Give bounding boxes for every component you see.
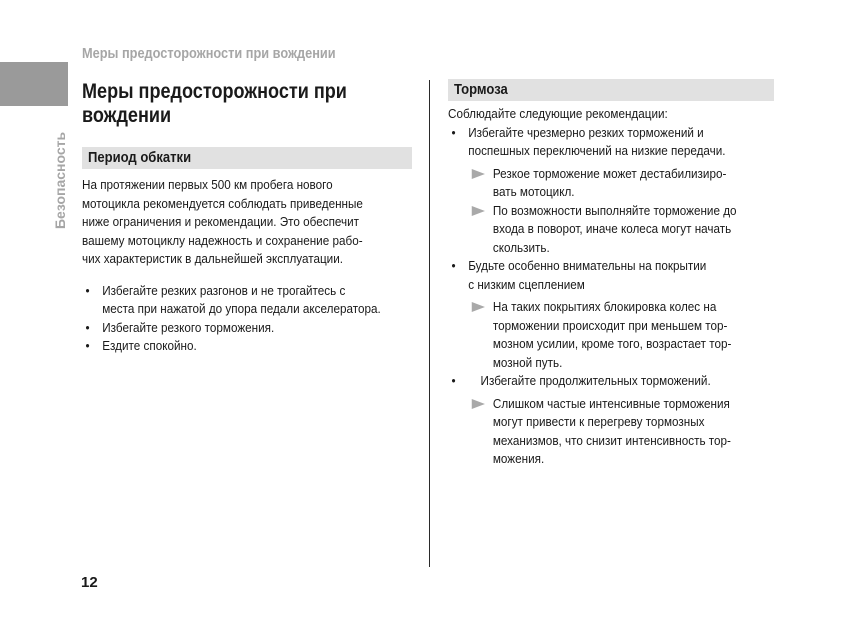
page-title-text: Меры предосторожности при вождении bbox=[82, 80, 347, 127]
arrow-icon bbox=[472, 206, 485, 216]
note-item: По возможности выполняйте торможение до входа в поворот, иначе колеса могут начать скользить. bbox=[448, 202, 778, 258]
note-item: На таких покрытиях блокировка колес на торможении происходит при меньшем тор- мозном усилии, кроме того, возрастает тор- мозной путь. bbox=[448, 298, 778, 372]
arrow-icon bbox=[472, 169, 485, 179]
break-in-list bbox=[82, 282, 412, 356]
brakes-intro: Соблюдайте следующие рекомендации: bbox=[448, 106, 668, 121]
break-in-body bbox=[82, 176, 412, 356]
brakes-body bbox=[448, 105, 778, 469]
list-item: • Ездите спокойно. bbox=[82, 337, 412, 356]
list-item: • Будьте особенно внимательны на покрытии с низким сцеплением bbox=[448, 257, 778, 294]
column-divider bbox=[429, 80, 430, 567]
list-item: • Избегайте чрезмерно резких торможений и поспешных переключений на низкие передачи. bbox=[448, 124, 778, 161]
break-in-intro: На протяжении первых 500 км пробега нового мотоцикла рекомендуется соблюдать приведенные ниже ограничения и рекомендации. Это обеспечит вашему мотоциклу надежность и сохранение рабо- чих характеристик в дальнейшей эксплуатации. bbox=[82, 177, 363, 266]
right-column bbox=[448, 79, 778, 469]
page-title bbox=[82, 80, 366, 128]
brakes-list bbox=[448, 257, 778, 294]
running-head: Меры предосторожности при вождении bbox=[82, 46, 336, 62]
arrow-icon bbox=[472, 302, 485, 312]
section-heading-break-in-text: Период обкатки bbox=[88, 150, 192, 166]
page-number: 12 bbox=[81, 574, 98, 591]
arrow-icon bbox=[472, 399, 485, 409]
section-tab-marker bbox=[0, 62, 68, 106]
note-item: Резкое торможение может дестабилизиро- вать мотоцикл. bbox=[448, 165, 778, 202]
brakes-list bbox=[448, 372, 778, 391]
list-item: • Избегайте продолжительных торможений. bbox=[448, 372, 778, 391]
section-heading-brakes-text: Тормоза bbox=[454, 82, 508, 98]
brakes-list bbox=[448, 124, 778, 161]
list-item: • Избегайте резкого торможения. bbox=[82, 319, 412, 338]
section-heading-break-in bbox=[82, 147, 412, 169]
left-column bbox=[82, 80, 412, 356]
section-tab-label: Безопасность bbox=[52, 131, 68, 229]
section-heading-brakes bbox=[448, 79, 774, 101]
note-item: Слишком частые интенсивные торможения могут привести к перегреву тормозных механизмов, что снизит интенсивность тор- можения. bbox=[448, 395, 778, 469]
list-item: • Избегайте резких разгонов и не трогайтесь с места при нажатой до упора педали акселератора. bbox=[82, 282, 412, 319]
